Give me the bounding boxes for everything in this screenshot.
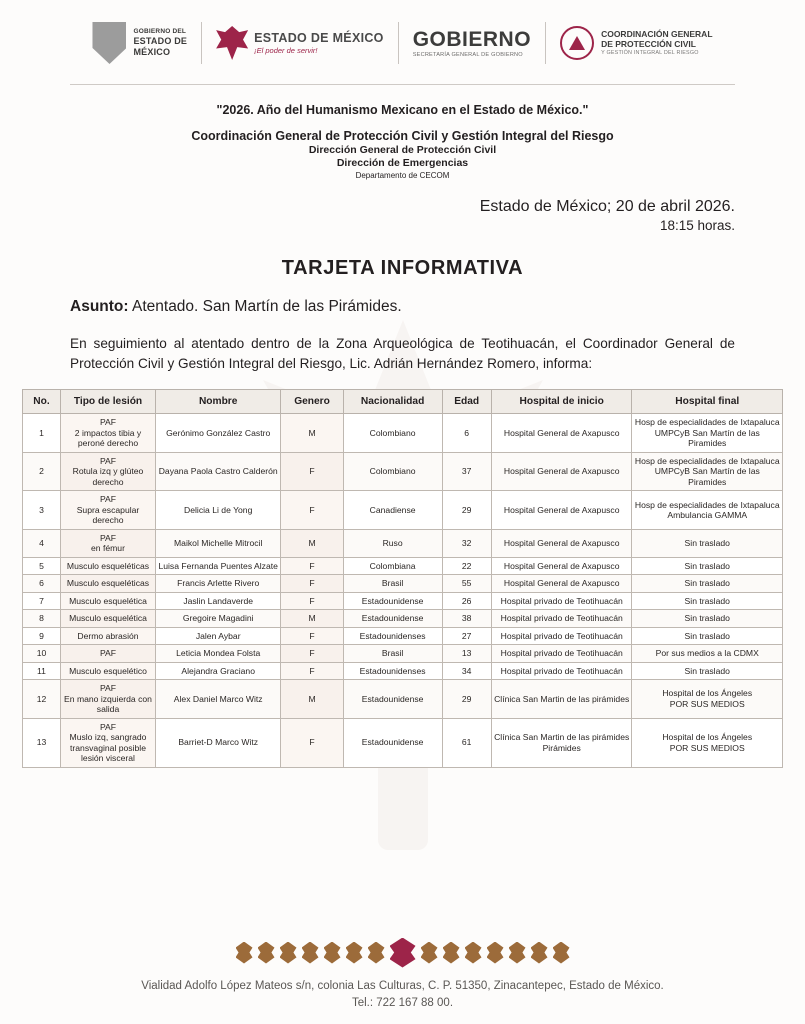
gobierno-title: GOBIERNO [412, 27, 532, 51]
cell-genero: F [281, 645, 343, 662]
cell-nacionalidad: Estadounidense [343, 610, 442, 627]
header-divider-3 [545, 22, 546, 64]
cell-nacionalidad: Estadounidenses [343, 662, 442, 679]
gobierno-subtitle: SECRETARÍA GENERAL DE GOBIERNO [412, 51, 523, 58]
cgpc-logo [560, 26, 712, 60]
cell-edad: 38 [442, 610, 491, 627]
col-hospital-inicio: Hospital de inicio [491, 390, 632, 414]
greca-glyph-icon [258, 942, 275, 964]
cell-lesion: PAF en fémur [61, 529, 156, 557]
decorative-greca [70, 938, 735, 968]
cell-lesion: PAF Rotula izq y glúteo derecho [61, 452, 156, 490]
greca-glyph-icon [553, 942, 570, 964]
place-and-date: Estado de México; 20 de abril 2026. [479, 198, 735, 215]
greca-glyph-icon [531, 942, 548, 964]
cell-no: 7 [23, 592, 61, 609]
org-line-1: Coordinación General de Protección Civil y Gestión Integral del Riesgo [191, 129, 614, 143]
cell-lesion: Musculo esqueléticas [61, 575, 156, 592]
cell-hospital-final: Hospital de los Ángeles POR SUS MEDIOS [632, 680, 783, 718]
cell-hospital-final: Hosp de especialidades de Ixtapaluca Ambulancia GAMMA [632, 491, 783, 529]
cell-nacionalidad: Estadounidense [343, 718, 442, 767]
greca-glyph-icon [509, 942, 526, 964]
cell-genero: M [281, 610, 343, 627]
cell-genero: F [281, 592, 343, 609]
cell-genero: M [281, 414, 343, 452]
greca-glyph-icon [324, 942, 341, 964]
gem-line1: GOBIERNO DEL [133, 27, 187, 35]
cell-no: 3 [23, 491, 61, 529]
cgpc-line2: DE PROTECCIÓN CIVIL [601, 38, 696, 49]
table-row [23, 680, 783, 718]
gem-logo [92, 22, 187, 64]
cell-hospital-inicio: Hospital General de Axapusco [491, 529, 632, 557]
greca-glyph-icon [280, 942, 297, 964]
cell-nacionalidad: Estadounidense [343, 680, 442, 718]
gem-logo-text [133, 28, 187, 59]
col-nombre: Nombre [156, 390, 281, 414]
cell-lesion: Musculo esquelética [61, 592, 156, 609]
cell-genero: M [281, 680, 343, 718]
hour-text: 18:15 horas. [659, 218, 735, 233]
cell-lesion: PAF Supra escapular derecho [61, 491, 156, 529]
cell-hospital-inicio: Hospital General de Axapusco [491, 557, 632, 574]
footer-phone: Tel.: 722 167 88 00. [351, 996, 454, 1009]
cell-hospital-final: Sin traslado [632, 557, 783, 574]
page-footer [0, 938, 805, 1024]
greca-glyph-icon [368, 942, 385, 964]
greca-glyph-icon [487, 942, 504, 964]
greca-glyph-icon [443, 942, 460, 964]
cell-nombre: Alex Daniel Marco Witz [156, 680, 281, 718]
cell-hospital-final: Sin traslado [632, 610, 783, 627]
greca-glyph-icon [421, 942, 438, 964]
cell-hospital-final: Sin traslado [632, 529, 783, 557]
cell-genero: F [281, 557, 343, 574]
subject-line [70, 298, 735, 316]
edomex-line1: ESTADO DE MÉXICO [254, 31, 384, 45]
cell-edad: 27 [442, 627, 491, 644]
table-row [23, 662, 783, 679]
victims-table-body [23, 414, 783, 767]
cell-edad: 29 [442, 680, 491, 718]
table-row [23, 452, 783, 490]
cell-hospital-final: Sin traslado [632, 627, 783, 644]
cell-nombre: Luisa Fernanda Puentes Alzate [156, 557, 281, 574]
table-row [23, 645, 783, 662]
cell-edad: 34 [442, 662, 491, 679]
cell-lesion: Dermo abrasión [61, 627, 156, 644]
cell-nacionalidad: Estadounidense [343, 592, 442, 609]
col-nacionalidad: Nacionalidad [343, 390, 442, 414]
cell-hospital-final: Hosp de especialidades de Ixtapaluca UMPCyB San Martín de las Piramides [632, 452, 783, 490]
cell-genero: F [281, 452, 343, 490]
table-row [23, 718, 783, 767]
cell-edad: 55 [442, 575, 491, 592]
cell-edad: 32 [442, 529, 491, 557]
cell-no: 8 [23, 610, 61, 627]
cell-genero: F [281, 575, 343, 592]
table-header-row [23, 390, 783, 414]
victims-table-wrapper [22, 389, 783, 767]
edomex-line2: ¡El poder de servir! [254, 46, 318, 55]
greca-center-glyph-icon [390, 938, 416, 968]
cell-hospital-final: Hosp de especialidades de Ixtapaluca UMPCyB San Martín de las Piramides [632, 414, 783, 452]
greca-glyph-icon [346, 942, 363, 964]
cgpc-line1: COORDINACIÓN GENERAL [601, 28, 713, 39]
cell-edad: 13 [442, 645, 491, 662]
gem-line3: MÉXICO [133, 47, 171, 58]
table-row [23, 592, 783, 609]
cell-genero: F [281, 491, 343, 529]
cgpc-line3: Y GESTIÓN INTEGRAL DEL RIESGO [601, 50, 699, 57]
protection-civil-icon [560, 26, 594, 60]
cell-no: 2 [23, 452, 61, 490]
organization-block [70, 129, 735, 180]
cell-nombre: Alejandra Graciano [156, 662, 281, 679]
cell-hospital-inicio: Clínica San Martin de las pirámides Pirámides [491, 718, 632, 767]
cell-lesion: Musculo esqueléticas [61, 557, 156, 574]
cell-no: 4 [23, 529, 61, 557]
cell-genero: F [281, 627, 343, 644]
table-row [23, 627, 783, 644]
table-row [23, 491, 783, 529]
cell-edad: 22 [442, 557, 491, 574]
eagle-icon [216, 26, 248, 60]
cell-nombre: Dayana Paola Castro Calderón [156, 452, 281, 490]
table-row [23, 575, 783, 592]
cell-nombre: Barriet-D Marco Witz [156, 718, 281, 767]
cell-hospital-inicio: Clínica San Martin de las pirámides [491, 680, 632, 718]
cell-nombre: Gregoire Magadini [156, 610, 281, 627]
cell-hospital-inicio: Hospital privado de Teotihuacán [491, 662, 632, 679]
cell-nacionalidad: Brasil [343, 575, 442, 592]
cell-nombre: Francis Arlette Rivero [156, 575, 281, 592]
cell-hospital-inicio: Hospital privado de Teotihuacán [491, 627, 632, 644]
cell-nacionalidad: Colombiano [343, 414, 442, 452]
cell-hospital-final: Por sus medios a la CDMX [632, 645, 783, 662]
cell-genero: F [281, 718, 343, 767]
cell-hospital-inicio: Hospital privado de Teotihuacán [491, 592, 632, 609]
cell-hospital-final: Sin traslado [632, 662, 783, 679]
year-motto: "2026. Año del Humanismo Mexicano en el Estado de México." [216, 103, 589, 117]
cell-hospital-final: Hospital de los Ángeles POR SUS MEDIOS [632, 718, 783, 767]
cell-lesion: PAF [61, 645, 156, 662]
body-paragraph: En seguimiento al atentado dentro de la Zona Arqueológica de Teotihuacán, el Coordinador General de Protección Civil y Gestión Integral del Riesgo, Lic. Adrián Hernández Romero, informa: [70, 336, 735, 371]
victims-table [22, 389, 783, 767]
footer-address: Vialidad Adolfo López Mateos s/n, colonia Las Culturas, C. P. 51350, Zinacantepec, Estado de México. [141, 979, 664, 992]
cell-genero: F [281, 662, 343, 679]
gem-line2: ESTADO DE [133, 35, 188, 46]
org-line-2: Dirección General de Protección Civil [308, 144, 497, 156]
edomex-logo [216, 26, 384, 60]
institutional-header [0, 0, 805, 74]
col-hospital-final: Hospital final [632, 390, 783, 414]
col-genero: Genero [281, 390, 343, 414]
cell-hospital-inicio: Hospital General de Axapusco [491, 414, 632, 452]
header-rule [70, 84, 735, 85]
cell-nombre: Jaslin Landaverde [156, 592, 281, 609]
cell-no: 11 [23, 662, 61, 679]
cell-nombre: Maikol Michelle Mitrocil [156, 529, 281, 557]
cell-edad: 6 [442, 414, 491, 452]
cell-hospital-inicio: Hospital General de Axapusco [491, 491, 632, 529]
table-row [23, 414, 783, 452]
cell-hospital-final: Sin traslado [632, 592, 783, 609]
header-divider-1 [201, 22, 202, 64]
cell-nacionalidad: Ruso [343, 529, 442, 557]
page-title: TARJETA INFORMATIVA [281, 257, 524, 279]
cell-lesion: PAF En mano izquierda con salida [61, 680, 156, 718]
greca-glyph-icon [465, 942, 482, 964]
cell-nombre: Jalen Aybar [156, 627, 281, 644]
cell-nacionalidad: Colombiano [343, 452, 442, 490]
table-row [23, 557, 783, 574]
cell-nombre: Delicia Li de Yong [156, 491, 281, 529]
cell-nombre: Gerónimo González Castro [156, 414, 281, 452]
gobierno-logo [413, 29, 531, 58]
cell-no: 10 [23, 645, 61, 662]
cell-nacionalidad: Brasil [343, 645, 442, 662]
shield-icon [92, 22, 126, 64]
cell-nacionalidad: Estadounidenses [343, 627, 442, 644]
col-no: No. [23, 390, 61, 414]
cell-no: 9 [23, 627, 61, 644]
cell-nacionalidad: Canadiense [343, 491, 442, 529]
cell-hospital-inicio: Hospital General de Axapusco [491, 575, 632, 592]
cell-no: 6 [23, 575, 61, 592]
cell-edad: 37 [442, 452, 491, 490]
table-row [23, 529, 783, 557]
cell-no: 12 [23, 680, 61, 718]
cell-edad: 26 [442, 592, 491, 609]
subject-value: Atentado. San Martín de las Pirámides. [132, 298, 402, 315]
greca-glyph-icon [302, 942, 319, 964]
cell-nacionalidad: Colombiana [343, 557, 442, 574]
header-divider-2 [398, 22, 399, 64]
cell-lesion: Musculo esquelético [61, 662, 156, 679]
col-edad: Edad [442, 390, 491, 414]
cell-hospital-inicio: Hospital privado de Teotihuacán [491, 610, 632, 627]
cell-hospital-final: Sin traslado [632, 575, 783, 592]
org-line-4: Departamento de CECOM [355, 171, 450, 180]
cell-edad: 29 [442, 491, 491, 529]
cell-no: 1 [23, 414, 61, 452]
col-lesion: Tipo de lesión [61, 390, 156, 414]
cell-no: 5 [23, 557, 61, 574]
cell-hospital-inicio: Hospital privado de Teotihuacán [491, 645, 632, 662]
cell-no: 13 [23, 718, 61, 767]
cell-hospital-inicio: Hospital General de Axapusco [491, 452, 632, 490]
cell-edad: 61 [442, 718, 491, 767]
cell-nombre: Leticia Mondea Folsta [156, 645, 281, 662]
table-row [23, 610, 783, 627]
greca-glyph-icon [236, 942, 253, 964]
cell-lesion: PAF 2 impactos tibia y peroné derecho [61, 414, 156, 452]
cell-lesion: Musculo esquelética [61, 610, 156, 627]
cell-genero: M [281, 529, 343, 557]
cell-lesion: PAF Muslo izq, sangrado transvaginal posible lesión visceral [61, 718, 156, 767]
org-line-3: Dirección de Emergencias [336, 157, 469, 169]
subject-label: Asunto: [70, 298, 129, 315]
